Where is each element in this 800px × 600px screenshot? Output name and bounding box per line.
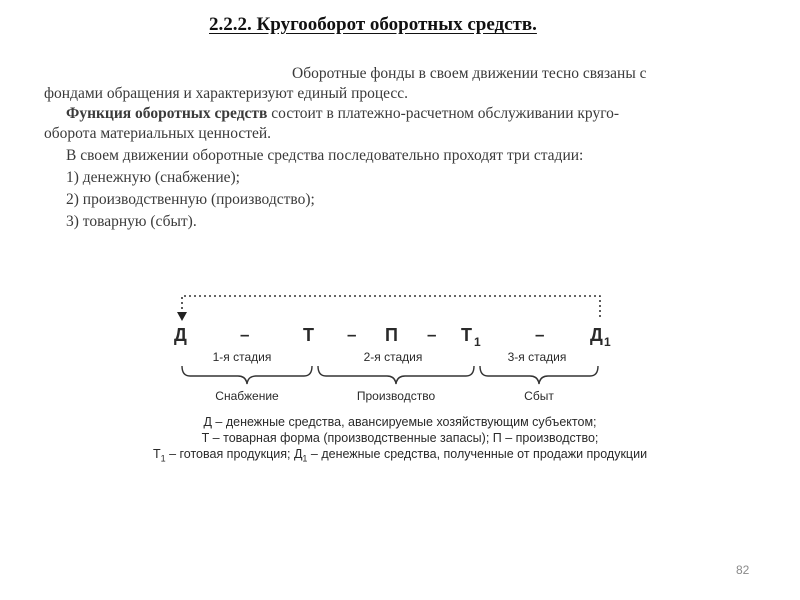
legend-line-2: Т – товарная форма (производственные запасы); П – производство; — [201, 431, 599, 445]
paragraph-1-line-2: фондами обращения и характеризуют единый процесс. — [44, 85, 409, 102]
legend-d-subscript: 1 — [302, 453, 308, 464]
stage-label-3: 3-я стадия — [507, 350, 567, 364]
brace-production — [318, 366, 474, 384]
page-number: 82 — [736, 563, 750, 577]
legend-line-3 — [0, 447, 800, 464]
paragraph-2-rest: состоит в платежно-расчетном обслуживании круго- — [267, 105, 620, 122]
paragraph-1-line-1: Оборотные фонды в своем движении тесно связаны с — [292, 65, 647, 82]
list-item: 3) товарную (сбыт). — [66, 213, 197, 230]
stage-label-2: 2-я стадия — [363, 350, 423, 364]
brace-supply — [182, 366, 312, 384]
page-title: 2.2.2. Кругооборот оборотных средств. — [209, 14, 537, 35]
node-d1-subscript: 1 — [604, 335, 611, 349]
legend-end: – денежные средства, полученные от продажи продукции — [307, 447, 648, 461]
node-p: П — [385, 325, 398, 345]
function-term: Функция оборотных средств — [66, 105, 268, 122]
legend-line-1: Д – денежные средства, авансируемые хозяйствующим субъектом; — [203, 415, 597, 429]
legend-t-subscript: 1 — [160, 453, 166, 464]
brace-sales — [480, 366, 598, 384]
paragraph-3-line-1: В своем движении оборотные средства последовательно проходят три стадии: — [66, 147, 584, 164]
phase-label-sales: Сбыт — [524, 389, 554, 403]
dash-3: – — [427, 325, 437, 344]
paragraph-2-line-2: оборота материальных ценностей. — [44, 125, 272, 142]
node-t1-subscript: 1 — [474, 335, 481, 349]
phase-label-supply: Снабжение — [215, 389, 279, 403]
legend-mid: – готовая продукция; Д — [165, 447, 303, 461]
dash-4: – — [535, 325, 545, 344]
node-t: Т — [303, 325, 314, 345]
node-t1: Т — [461, 325, 472, 345]
node-d1: Д — [590, 325, 603, 345]
dash-2: – — [347, 325, 357, 344]
node-d: Д — [174, 325, 187, 345]
list-item: 1) денежную (снабжение); — [66, 169, 240, 186]
phase-label-production: Производство — [356, 389, 436, 403]
stage-label-1: 1-я стадия — [212, 350, 272, 364]
dotted-return-line — [182, 296, 600, 317]
arrow-head-icon — [177, 312, 187, 321]
list-item: 2) производственную (производство); — [66, 191, 315, 208]
dash-1: – — [240, 325, 250, 344]
legend-t: Т — [152, 447, 161, 461]
